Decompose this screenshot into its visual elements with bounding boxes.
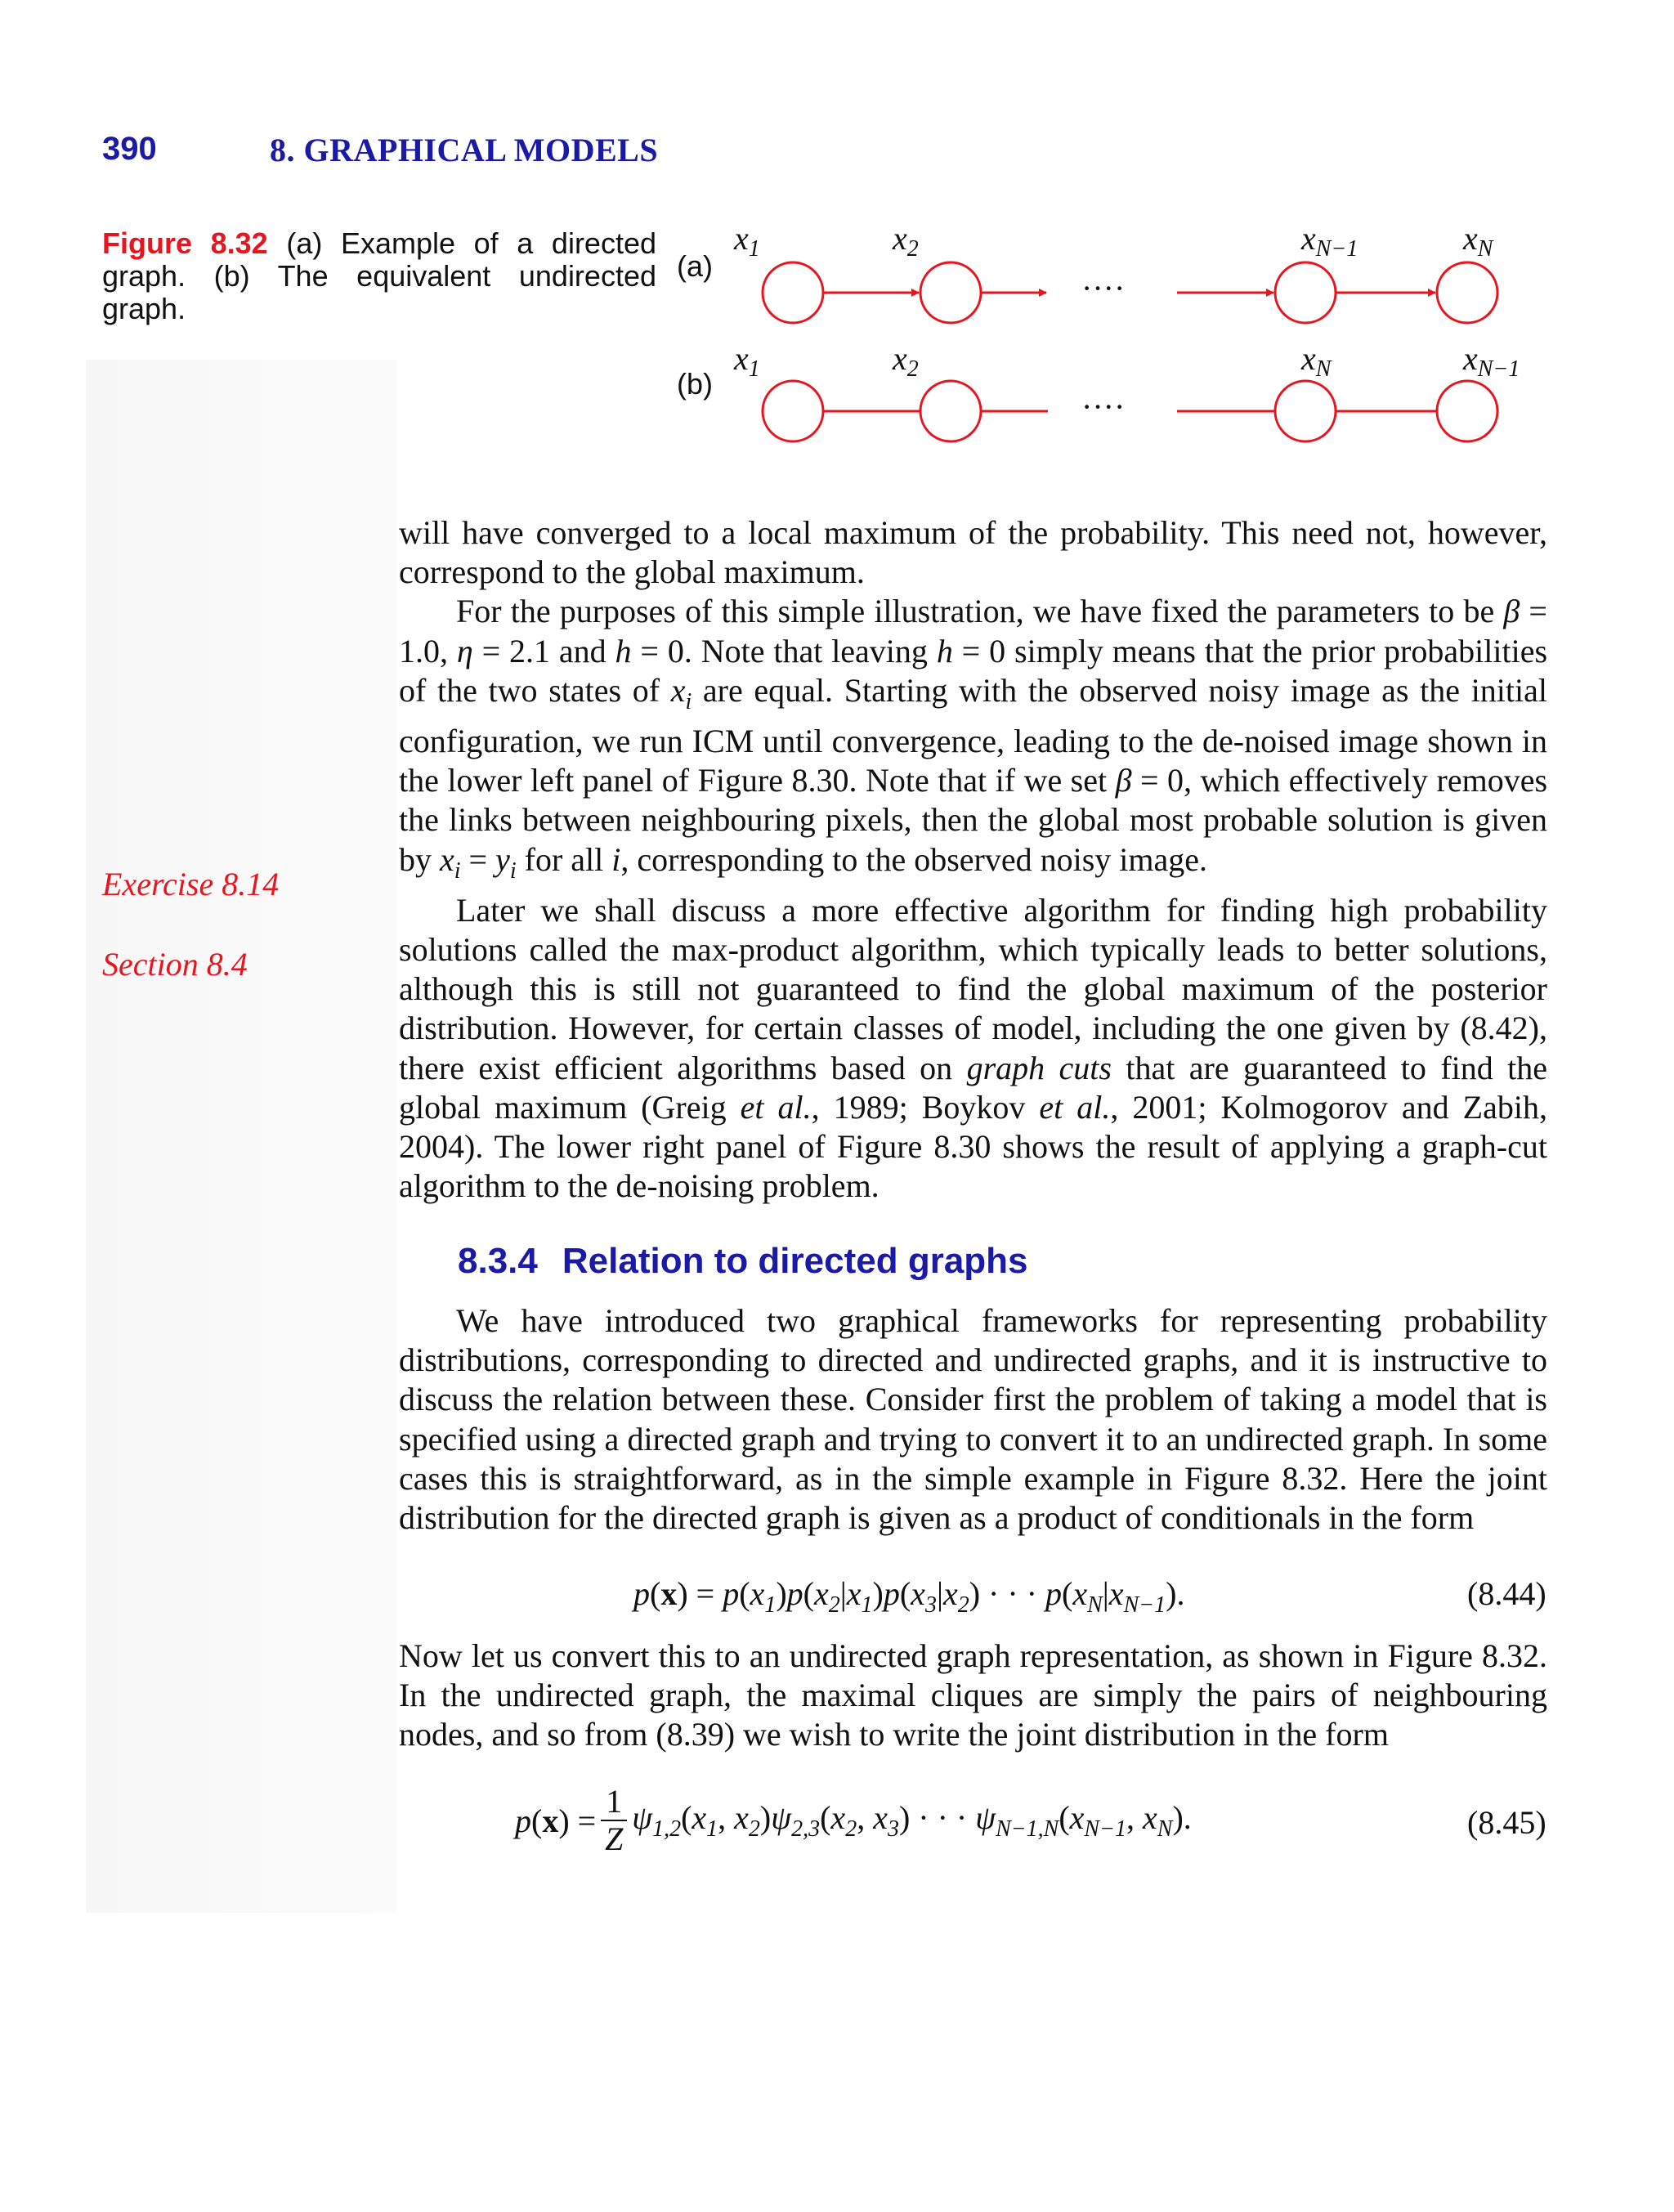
node-label-xn-a: $x_N$: [1463, 221, 1493, 262]
node-label-x1-b: $x_1$: [734, 340, 760, 382]
equation-8-45: p(x) = $\frac{1}{Z}$ $\psi_{1,2}(x_1$, $x_2)\psi_{2,3}(x_2$, $x_3$) · · · $\psi_{N-1,N}(x_{N-1}$, $x_N$).: [515, 1783, 1192, 1857]
body-text: [399, 513, 1547, 1206]
paragraph: Later we shall discuss a more effective algorithm for finding high probability solutions called the max-product algorithm, which typically leads to better solutions, although this is still not guaranteed to find the global maximum of the posterior distribution. However, for certain classes of model, including the one given by (8.42), there exist efficient algorithms based on graph cuts that are guaranteed to find the global maximum (Greig et al., 1989; Boykov et al., 2001; Kolmogorov and Zabih, 2004). The lower right panel of Figure 8.30 shows the result of applying a graph-cut algorithm to the de-noising problem.: [399, 891, 1548, 1205]
body-text-section: [399, 1301, 1547, 1538]
graph-figure: [670, 221, 1553, 466]
equation-8-44: $p(x) = p(x_1)p(x_2|x_1)p(x_3|x_2)$ · · · $p(x_N|x_{N-1})$.: [633, 1575, 1185, 1618]
margin-section-link[interactable]: Section 8.4: [102, 946, 248, 983]
equation-number: (8.44): [1467, 1575, 1546, 1612]
page-number: 390: [102, 131, 157, 167]
section-title: Relation to directed graphs: [562, 1241, 1028, 1281]
node-xn1-b: [1437, 381, 1497, 441]
node-label-x2-b: $x_2$: [893, 340, 919, 382]
node-label-xn1-a: $x_{N-1}$: [1301, 221, 1358, 262]
chapter-title: 8. GRAPHICAL MODELS: [270, 132, 659, 168]
node-label-xn-b: $x_N$: [1301, 340, 1332, 382]
figure-label: Figure 8.32: [102, 226, 268, 260]
node-x1-a: [763, 262, 823, 323]
margin-shade: [86, 360, 396, 1913]
node-x2-b: [920, 381, 981, 441]
paragraph: We have introduced two graphical frameworks for representing probability distributions, corresponding to directed and undirected graphs, and it is instructive to discuss the relation between these. Consider first the problem of taking a model that is specified using a directed graph and trying to convert it to an undirected graph. In some cases this is straightforward, as in the simple example in Figure 8.32. Here the joint distribution for the directed graph is given as a product of conditionals in the form: [399, 1302, 1547, 1537]
node-label-xn1-b: $x_{N-1}$: [1463, 340, 1520, 382]
section-number: 8.3.4: [458, 1241, 538, 1281]
node-label-x2-a: $x_2$: [893, 221, 919, 262]
fraction: $\frac{1}{Z}$: [601, 1784, 627, 1857]
body-text-continued: [399, 1637, 1547, 1755]
paragraph: will have converged to a local maximum of the probability. This need not, however, correspond to the global maximum.: [399, 514, 1547, 591]
ellipsis-b: ····: [1081, 388, 1126, 425]
node-xn1-a: [1275, 262, 1336, 323]
section-heading: [458, 1241, 1028, 1282]
figure-caption: [102, 227, 656, 325]
equation-number: (8.45): [1467, 1804, 1546, 1841]
figure-caption-text: (a) Example of a directed graph. (b) The equivalent undirected graph.: [102, 226, 656, 325]
node-xn-a: [1437, 262, 1497, 323]
panel-a-label: (a): [677, 249, 713, 283]
node-x1-b: [763, 381, 823, 441]
paragraph: Now let us convert this to an undirected graph representation, as shown in Figure 8.32. In the undirected graph, the maximal cliques are simply the pairs of neighbouring nodes, and so from (8.39) we wish to write the joint distribution in the form: [399, 1637, 1547, 1753]
paragraph: For the purposes of this simple illustration, we have fixed the parameters to be β = 1.0, η = 2.1 and h = 0. Note that leaving h = 0 simply means that the prior probabilities of the two states of $x_i$ are equal. Starting with the observed noisy image as the initial configuration, we run ICM until convergence, leading to the de-noised image shown in the lower left panel of Figure 8.30. Note that if we set β = 0, which effectively removes the links between neighbouring pixels, then the global most probable solution is given by $x_i = y_i$ for all i, corresponding to the observed noisy image.: [399, 593, 1548, 884]
margin-exercise-link[interactable]: Exercise 8.14: [102, 866, 280, 902]
panel-b-label: (b): [677, 367, 713, 401]
node-label-x1-a: $x_1$: [734, 221, 760, 262]
ellipsis-a: ····: [1081, 270, 1126, 307]
node-x2-a: [920, 262, 981, 323]
node-xn-b: [1275, 381, 1336, 441]
